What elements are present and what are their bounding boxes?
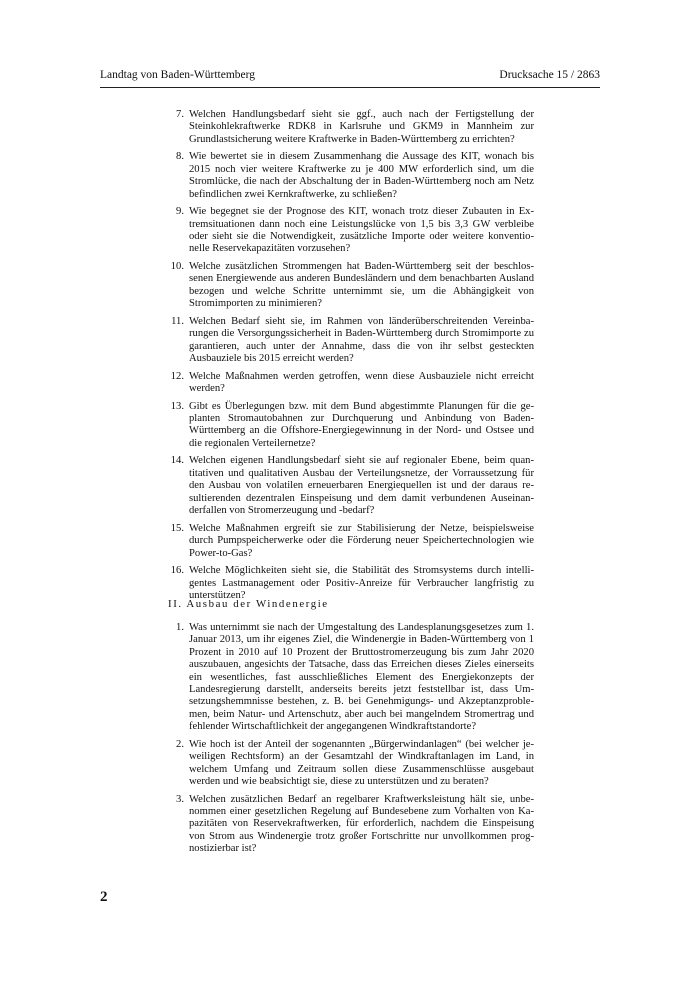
question-text: Welchen eigenen Handlungsbedarf sieht sie auf regionaler Ebene, beim quantitativen und qualitativen Ausbau der Verteilungsnetze, der Vorraussetzung für den Ausbau von volatilen erneuerbaren Energiequellen ist und der daraus resultierenden dezentralen Einspeisung und dem damit verbundenen Auseinanderfallen von Stromerzeugung und -bedarf? bbox=[189, 455, 534, 517]
question-item bbox=[168, 739, 534, 789]
section-heading: II. Ausbau der Windenergie bbox=[168, 598, 329, 610]
question-number: 11. bbox=[171, 315, 184, 327]
question-text: Welche Maßnahmen ergreift sie zur Stabilisierung der Netze, beispielsweise durch Pumpspeicherwerke oder die Förderung neuer Speichertechnologien wie Power-to-Gas? bbox=[189, 522, 534, 559]
question-text: Welche zusätzlichen Strommengen hat Baden-Württemberg seit der beschlossenen Energiewende aus anderen Bundesländern und dem benachbarten Ausland bezogen und welche Schritte unternimmt sie, um die Abhängigkeit von Stromimporten zu minimieren? bbox=[189, 261, 534, 310]
question-item bbox=[168, 109, 534, 146]
question-item bbox=[168, 565, 534, 602]
question-item bbox=[168, 316, 534, 366]
question-list-part-2 bbox=[168, 622, 534, 861]
question-text: Gibt es Überlegungen bzw. mit dem Bund abgestimmte Planungen für die geplanten Stromautobahnen zur Durchquerung und Anbindung von Baden-Württemberg an die Offshore-Energiegewinnung in der Nord- und Ostsee und die regionalen Verteilernetze? bbox=[189, 400, 534, 449]
question-number: 8. bbox=[176, 151, 184, 163]
question-text: Was unternimmt sie nach der Umgestaltung des Landesplanungsgesetzes zum 1. Januar 2013, um ihr eigenes Ziel, die Windenergie in Baden-Württemberg von 1 Prozent in 2010 auf 10 Prozent der Bruttostromerzeugung bis zum Jahr 2020 auszubauen, angesichts der Tatsache, dass das Erreichen dieses Zieles einerseits ein wesentliches, fast ausschließliches Element des Energiekonzepts der Landesregierung darstellt, anderseits bereits jetzt feststellbar ist, dass Umsetzungshemmnisse bestehen, z. B. bei Genehmigungs- und Akzeptanzproblemen, beim Natur- und Artenschutz, aber auch bei mangelndem Stromertrag und fehlender Wirtschaftlichkeit der angegangenen Windkraftstandorte? bbox=[189, 622, 534, 733]
question-text: Wie begegnet sie der Prognose des KIT, wonach trotz dieser Zubauten in Extremsituationen dann noch eine Leistungslücke von 1,5 bis 3,3 GW verbleibe oder sieht sie die Notwendigkeit, zusätzliche Importe oder weitere konventionelle Reservekapazitäten vorzusehen? bbox=[189, 206, 534, 255]
question-number: 10. bbox=[170, 261, 184, 273]
question-item bbox=[168, 206, 534, 256]
question-text: Welche Maßnahmen werden getroffen, wenn diese Ausbauziele nicht erreicht werden? bbox=[189, 370, 534, 395]
question-text: Welchen zusätzlichen Bedarf an regelbarer Kraftwerksleistung hält sie, unbenommen einer gesetzlichen Regelung auf Bundesebene zum Vorhalten von Kapazitäten von Reservekraftwerken, für erforderlich, nachdem die Einspeisung von Strom aus Windenergie trotz großer Fortschritte nur unvollkommen prognostizierbar ist? bbox=[189, 793, 534, 855]
question-item bbox=[168, 794, 534, 856]
question-item bbox=[168, 523, 534, 560]
question-item bbox=[168, 401, 534, 451]
question-number: 1. bbox=[176, 622, 184, 633]
question-number: 12. bbox=[170, 370, 184, 382]
question-number: 7. bbox=[176, 109, 184, 120]
question-number: 16. bbox=[170, 565, 184, 577]
page-number: 2 bbox=[100, 889, 108, 905]
question-number: 2. bbox=[176, 738, 184, 750]
question-text: Welchen Handlungsbedarf sieht sie ggf., auch nach der Fertigstellung der Steinkohlekraftwerke RDK8 in Karlsruhe und GKM9 in Mannheim zur Grundlastsicherung weitere Kraftwerke in Baden-Württemberg zu errichten? bbox=[189, 109, 534, 145]
question-number: 14. bbox=[170, 455, 184, 467]
header-title: Landtag von Baden-Württemberg bbox=[100, 69, 255, 81]
question-item bbox=[168, 455, 534, 517]
question-number: 15. bbox=[170, 522, 184, 534]
question-item bbox=[168, 151, 534, 201]
question-item bbox=[168, 622, 534, 734]
question-item bbox=[168, 371, 534, 396]
question-number: 9. bbox=[176, 206, 184, 218]
question-list-part-1 bbox=[168, 109, 534, 608]
question-text: Wie bewertet sie in diesem Zusammenhang die Aussage des KIT, wonach bis 2015 noch vier weitere Kraftwerke zu je 400 MW erforderlich sind, um die Stromlücke, die nach der Abschaltung der in Baden-Württemberg noch am Netz befindlichen zwei Kernkraftwerke, zu schließen? bbox=[189, 151, 534, 200]
question-text: Welche Möglichkeiten sieht sie, die Stabilität des Stromsystems durch intelligentes Lastmanagement oder Positiv-Anreize für Verbraucher langfristig zu unterstützen? bbox=[189, 565, 534, 601]
header-document-number: Drucksache 15 / 2863 bbox=[499, 69, 600, 81]
question-item bbox=[168, 261, 534, 311]
header-rule bbox=[100, 87, 600, 88]
question-text: Wie hoch ist der Anteil der sogenannten „Bürgerwindanlagen“ (bei welcher jeweiligen Rechtsform) an der Gesamtzahl der Windkraftanlagen im Land, in welchem Umfang und Zeitraum sollen diese Zusammenschlüsse ausgebaut werden und wie beabsichtigt sie, diese zu unterstützen und zu beraten? bbox=[189, 738, 534, 788]
question-number: 3. bbox=[176, 793, 184, 805]
question-number: 13. bbox=[170, 400, 184, 412]
question-text: Welchen Bedarf sieht sie, im Rahmen von länderüberschreitenden Vereinbarungen die Versorgungssicherheit in Baden-Württemberg durch Stromimporte zu garantieren, auch unter der Annahme, dass die von ihr selbst gesteckten Ausbauziele bis 2015 erreicht werden? bbox=[189, 315, 534, 365]
running-header bbox=[100, 69, 600, 81]
